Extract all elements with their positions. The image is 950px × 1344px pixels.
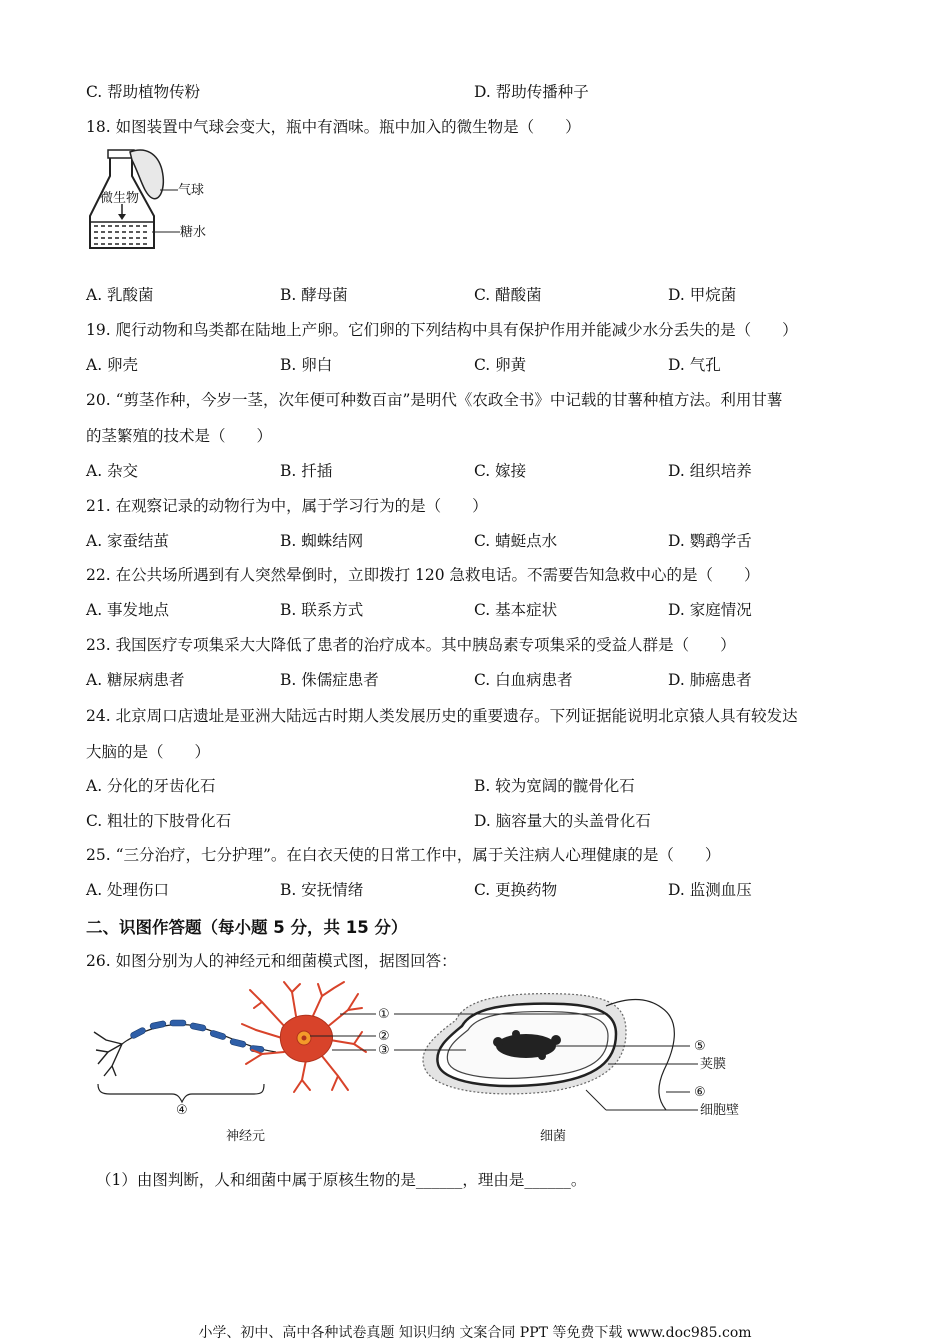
sugar-water-label: 糖水 <box>180 225 207 240</box>
q20-option-d: D. 组织培养 <box>668 462 752 480</box>
capsule-label: 荚膜 <box>700 1057 727 1072</box>
q23-option-a: A. 糖尿病患者 <box>86 671 185 689</box>
q23-option-c: C. 白血病患者 <box>474 671 573 689</box>
q26-sub1: （1）由图判断，人和细菌中属于原核生物的是______，理由是______。 <box>96 1171 587 1189</box>
label-2: ② <box>378 1029 390 1044</box>
q19-stem: 19. 爬行动物和鸟类都在陆地上产卵。它们卵的下列结构中具有保护作用并能减少水分丢失的是（ ） <box>86 321 798 339</box>
q25-option-d: D. 监测血压 <box>668 881 752 899</box>
q19-option-b: B. 卵白 <box>280 356 333 374</box>
q25-option-b: B. 安抚情绪 <box>280 881 364 899</box>
label-6: ⑥ <box>694 1085 706 1100</box>
q22-option-d: D. 家庭情况 <box>668 601 752 619</box>
q22-option-b: B. 联系方式 <box>280 601 364 619</box>
section-2-heading: 二、识图作答题（每小题 5 分，共 15 分） <box>86 918 408 937</box>
q20-option-b: B. 扦插 <box>280 462 333 480</box>
q25-stem: 25. “三分治疗，七分护理”。在白衣天使的日常工作中，属于关注病人心理健康的是（ ） <box>86 846 721 864</box>
axon-brace <box>98 1084 264 1102</box>
q22-option-a: A. 事发地点 <box>86 601 170 619</box>
q18-stem: 18. 如图装置中气球会变大，瓶中有酒味。瓶中加入的微生物是（ ） <box>86 118 581 136</box>
q25-option-c: C. 更换药物 <box>474 881 558 899</box>
q24-stem-line2: 大脑的是（ ） <box>86 743 211 761</box>
q24-option-d: D. 脑容量大的头盖骨化石 <box>474 812 651 830</box>
q20-stem-line1: 20. “剪茎作种，今岁一茎，次年便可种数百亩”是明代《农政全书》中记载的甘薯种植方法。利用甘薯 <box>86 391 783 409</box>
q20-stem-line2: 的茎繁殖的技术是（ ） <box>86 427 273 445</box>
q17-option-d: D. 帮助传播种子 <box>474 83 589 101</box>
q24-option-a: A. 分化的牙齿化石 <box>86 777 216 795</box>
q26-stem: 26. 如图分别为人的神经元和细菌模式图，据图回答： <box>86 952 457 970</box>
q24-stem-line1: 24. 北京周口店遗址是亚洲大陆远古时期人类发展历史的重要遗存。下列证据能说明北京猿人具有较发达 <box>86 707 798 725</box>
label-3: ③ <box>378 1043 390 1058</box>
q24-option-c: C. 粗壮的下肢骨化石 <box>86 812 232 830</box>
q18-option-c: C. 醋酸菌 <box>474 286 542 304</box>
q21-option-c: C. 蜻蜓点水 <box>474 532 558 550</box>
q18-option-d: D. 甲烷菌 <box>668 286 737 304</box>
q22-stem: 22. 在公共场所遇到有人突然晕倒时，立即拨打 120 急救电话。不需要告知急救中心的是（ ） <box>86 566 760 584</box>
bacterium-drawing <box>310 994 739 1118</box>
bacterium-caption: 细菌 <box>540 1129 567 1144</box>
q21-stem: 21. 在观察记录的动物行为中，属于学习行为的是（ ） <box>86 497 488 515</box>
q19-option-d: D. 气孔 <box>668 356 721 374</box>
q23-option-d: D. 肺癌患者 <box>668 671 752 689</box>
q22-option-c: C. 基本症状 <box>474 601 558 619</box>
fermentation-flask-figure <box>86 146 226 256</box>
neuron-bacterium-figure <box>86 980 766 1150</box>
balloon-label: 气球 <box>178 183 205 198</box>
label-1: ① <box>378 1007 390 1022</box>
q25-option-a: A. 处理伤口 <box>86 881 170 899</box>
sugar-water <box>94 226 150 244</box>
q20-option-a: A. 杂交 <box>86 462 139 480</box>
microbe-label: 微生物 <box>100 191 140 206</box>
q24-option-b: B. 较为宽阔的髋骨化石 <box>474 777 635 795</box>
q18-option-b: B. 酵母菌 <box>280 286 348 304</box>
q23-stem: 23. 我国医疗专项集采大大降低了患者的治疗成本。其中胰岛素专项集采的受益人群是（ ） <box>86 636 736 654</box>
neuron-drawing <box>94 982 366 1118</box>
page-footer: 小学、初中、高中各种试卷真题 知识归纳 文案合同 PPT 等免费下载 www.doc985.com <box>198 1325 752 1341</box>
neuron-caption: 神经元 <box>226 1129 266 1144</box>
q20-option-c: C. 嫁接 <box>474 462 527 480</box>
q21-option-a: A. 家蚕结茧 <box>86 532 170 550</box>
q17-option-c: C. 帮助植物传粉 <box>86 83 201 101</box>
q23-option-b: B. 侏儒症患者 <box>280 671 379 689</box>
q19-option-a: A. 卵壳 <box>86 356 139 374</box>
q19-option-c: C. 卵黄 <box>474 356 527 374</box>
q21-option-d: D. 鹦鹉学舌 <box>668 532 752 550</box>
q18-option-a: A. 乳酸菌 <box>86 286 154 304</box>
q21-option-b: B. 蜘蛛结网 <box>280 532 364 550</box>
label-4: ④ <box>176 1103 188 1118</box>
cell-wall-label: 细胞壁 <box>700 1103 740 1118</box>
label-5: ⑤ <box>694 1039 706 1054</box>
